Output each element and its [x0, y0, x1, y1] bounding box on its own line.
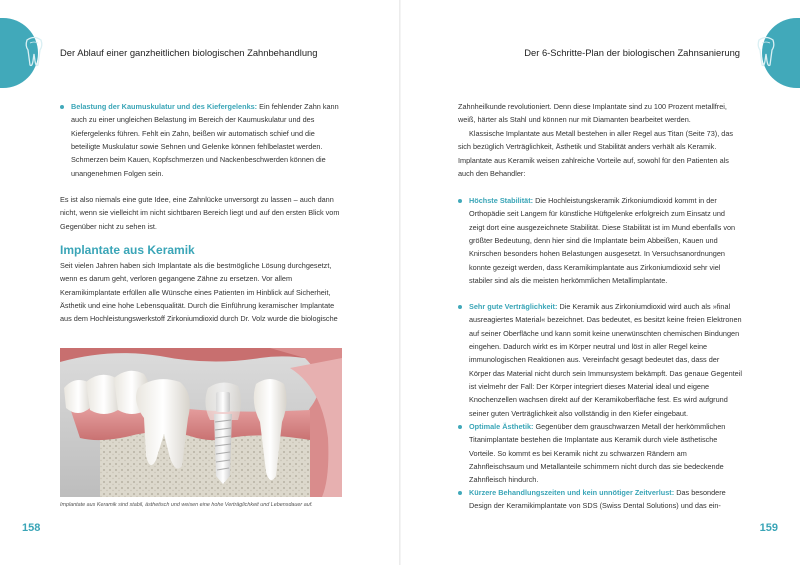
- bullet-text: [469, 486, 742, 513]
- bullet-term: Sehr gute Verträglichkeit:: [469, 302, 558, 311]
- page-number: 158: [22, 522, 41, 534]
- bullet-dot: [458, 491, 462, 495]
- bullet-dot: [458, 305, 462, 309]
- bullet-text: [469, 194, 742, 287]
- tooth-icon: [23, 34, 45, 68]
- image-caption: Implantate aus Keramik sind stabil, ästhetisch und weisen eine hohe Verträglichkeit und Lebensdauer auf.: [60, 502, 313, 508]
- bullet-text: [469, 420, 742, 487]
- running-head: Der Ablauf einer ganzheitlichen biologischen Zahnbehandlung: [60, 47, 318, 58]
- paragraph: Es ist also niemals eine gute Idee, eine Zahnlücke unversorgt zu lassen – auch dann nicht, wenn sie vielleicht im nicht sichtbaren Bereich liegt und auf den ersten Blick vom Gegenüber nicht zu sehen ist.: [60, 195, 340, 231]
- bullet-body: Das besondere Design der Keramikimplantate von SDS (Swiss Dental Solutions) und das ein-: [469, 488, 726, 511]
- bullet-aesthetik: [458, 420, 742, 484]
- bullet-dot: [458, 425, 462, 429]
- paragraph: Zahnheilkunde revolutioniert. Denn diese Implantate sind zu 100 Prozent metallfrei, weiß, härter als Stahl und können nur mit Diamanten bearbeitet werden.: [458, 102, 727, 125]
- bullet-text: [469, 300, 742, 420]
- bullet-term: Belastung der Kaumuskulatur und des Kiefergelenks:: [71, 102, 258, 111]
- paragraph: Klassische Implantate aus Metall bestehen in aller Regel aus Titan (Seite 73), das sich bezüglich Verträglichkeit, Ästhetik und Stabilität anders verhält als Keramik. Implantate aus Keramik weisen zahlreiche Vorteile auf, sowohl für den Patienten als auch den Behandler:: [458, 129, 734, 179]
- bullet-body: Die Hochleistungskeramik Zirkoniumdioxid kommt in der Orthopädie seit Langem für künstliche Hüftgelenke erfolgreich zum Einsatz und zeigt dort eine ausgezeichnete Stabilität. Diese Stabilität ist im Mund ebenfalls von größter Bedeutung, denn hier sind die Implantate beim Abbeißen, Kauen und Knirschen besonders hohen Belastungen ausgesetzt. In Versuchsanordnungen konnte gezeigt werden, dass Keramikimplantate aus Zirkoniumdioxid sehr viel stabiler sind als die meisten herkömmlichen Metallimplantate.: [469, 196, 736, 286]
- paragraph: Seit vielen Jahren haben sich Implantate als die bestmögliche Lösung durchgesetzt, wenn es darum geht, verloren gegangene Zähne zu ersetzen. Vor allem Keramikimplantate erfüllen alle Wünsche eines Patienten im Hinblick auf Sicherheit, Ästhetik und eine hohe Lebensqualität. Durch die Einführung keramischer Implantate aus dem Hochleistungswerkstoff Zirkoniumdioxid durch Dr. Volz wurde die biologische: [60, 261, 338, 324]
- bullet-term: Kürzere Behandlungszeiten und kein unnötiger Zeitverlust:: [469, 488, 675, 497]
- bullet-text: [71, 100, 342, 180]
- running-head: Der 6-Schritte-Plan der biologischen Zahnsanierung: [524, 47, 740, 58]
- implant-illustration: [60, 348, 342, 497]
- bullet-body: Gegenüber dem grauschwarzen Metall der herkömmlichen Titanimplantate bestehen die Implantate aus Keramik durch viele ästhetische Vorteile. So kommt es bei Keramik nicht zu schwarzen Rändern am Zahnfleischsaum und Metallanteile schimmern nicht durch das sie bedeckende Zahnfleisch hindurch.: [469, 422, 726, 485]
- bullet-dot: [458, 199, 462, 203]
- tooth-icon: [755, 34, 777, 68]
- bullet-vertraeglichkeit: [458, 300, 742, 418]
- bullet-term: Optimale Ästhetik:: [469, 422, 534, 431]
- bullet-behandlungszeiten: [458, 486, 742, 514]
- section-heading: Implantate aus Keramik: [60, 243, 195, 257]
- bullet-term: Höchste Stabilität:: [469, 196, 534, 205]
- bullet-kaumuskulatur: [60, 100, 342, 182]
- page-number: 159: [759, 522, 778, 534]
- right-page: [400, 0, 800, 565]
- bullet-body: Ein fehlender Zahn kann auch zu einer ungleichen Belastung im Bereich der Kaumuskulatur und des Kiefergelenks führen. Fehlt ein Zahn, beißen wir automatisch schief und die beteiligte Muskulatur sowie Sehnen und Gelenke können fehlbelastet werden. Schmerzen beim Kauen, Kopfschmerzen und Nackenbeschwerden können die unangenehmen Folgen sein.: [71, 102, 339, 178]
- bullet-body: Die Keramik aus Zirkoniumdioxid wird auch als »final ausreagiertes Material« bezeichnet. Das bedeutet, es besitzt keine freien Elektronen auf seiner Oberfläche und kann somit keine unerwünschten chemischen Bindungen eingehen. Dadurch wirkt es im Körper neutral und löst in aller Regel keine immunologischen Reaktionen aus. Vereinfacht gesagt bedeutet das, dass der Körper das Material nicht durch sein Immunsystem bekämpft. Das genaue Gegenteil ist vielmehr der Fall: Der Körper integriert dieses Material ideal und eigene Knochenzellen wachsen direkt auf der Keramikoberfläche fest. Es wird aufgrund seiner guten Verträglichkeit also vollständig in den Kiefer eingebaut.: [469, 302, 742, 418]
- bullet-stabilitaet: [458, 194, 742, 298]
- bullet-dot: [60, 105, 64, 109]
